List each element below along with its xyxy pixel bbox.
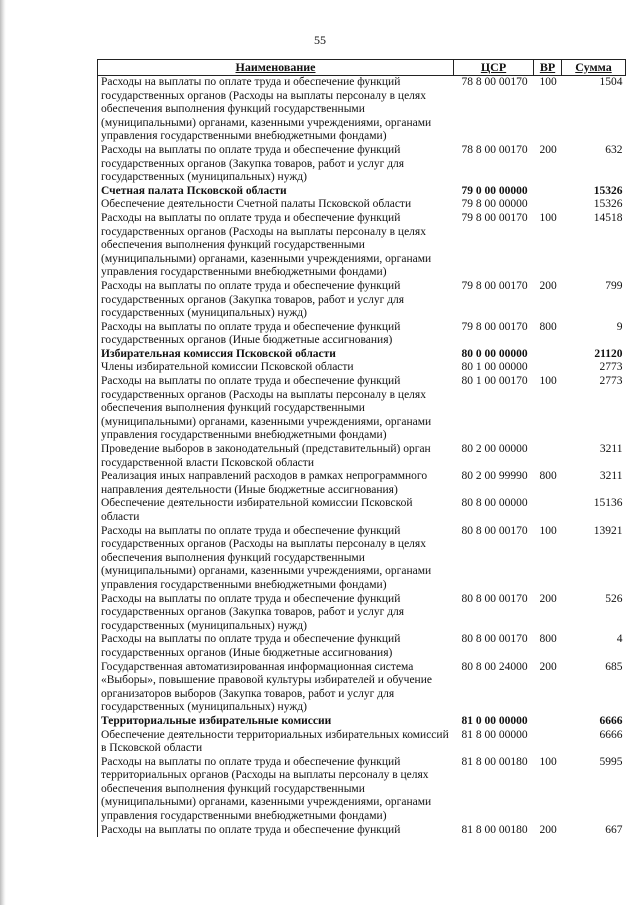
scan-edge-shadow [0,0,6,905]
cell-csr: 80 8 00 00000 [461,497,528,510]
cell-csr: 80 1 00 00170 [461,375,528,388]
cell-csr: 80 8 00 00170 [461,592,528,605]
cell-name: Обеспечение деятельности избирательной комиссии Псковской области [98,497,454,524]
cell-vr: 100 [539,524,557,537]
cell-vr [534,715,562,729]
table-row [98,348,626,362]
table-row [98,76,626,144]
cell-vr: 200 [539,279,557,292]
table-row [98,443,626,470]
table-row [98,361,626,375]
table-row [98,144,626,185]
cell-vr [534,729,562,756]
table-body [98,76,626,838]
cell-vr: 100 [539,755,557,768]
cell-sum: 526 [605,592,623,605]
cell-name: Счетная палата Псковской области [98,185,454,199]
cell-csr: 80 0 00 00000 [461,347,528,360]
cell-csr: 80 8 00 00170 [461,524,528,537]
cell-vr [534,443,562,470]
cell-vr: 100 [539,211,557,224]
cell-name: Территориальные избирательные комиссии [98,715,454,729]
header-sum: Сумма [562,60,626,76]
table-row [98,729,626,756]
cell-csr: 80 2 00 99990 [461,470,528,483]
cell-name: Обеспечение деятельности Счетной палаты Псковской области [98,198,454,212]
cell-csr: 78 8 00 00170 [454,76,534,144]
header-name: Наименование [98,60,454,76]
cell-name: Обеспечение деятельности территориальных избирательных комиссий в Псковской области [98,729,454,756]
cell-name: Расходы на выплаты по оплате труда и обеспечение функций территориальных органов (Расходы на выплаты персоналу в целях обеспечения выполнения функций государственными (муниципальными) органами, казенными учреждениями, органами управления государственными внебюджетными фондами) [98,756,454,824]
cell-sum: 6666 [599,728,623,741]
cell-vr [534,185,562,199]
cell-csr: 79 8 00 00170 [461,279,528,292]
cell-sum: 9 [616,320,623,333]
cell-name: Расходы на выплаты по оплате труда и обеспечение функций государственных органов (Закупка товаров, работ и услуг для государственных (муниципальных) нужд) [98,144,454,185]
cell-name: Расходы на выплаты по оплате труда и обеспечение функций государственных органов (Расходы на выплаты персоналу в целях обеспечения выполнения функций государственными (муниципальными) органами, казенными учреждениями, органами управления государственными внебюджетными фондами) [98,212,454,280]
table-row [98,824,626,838]
table-row [98,280,626,321]
cell-csr: 78 8 00 00170 [461,143,528,156]
cell-name: Расходы на выплаты по оплате труда и обеспечение функций государственных органов (Закупка товаров, работ и услуг для государственных (муниципальных) нужд) [98,280,454,321]
table-row [98,661,626,715]
cell-csr: 81 8 00 00180 [461,755,528,768]
table-row [98,470,626,497]
table-row [98,321,626,348]
table-row [98,633,626,660]
header-csr: ЦСР [454,60,534,76]
cell-vr: 800 [539,320,557,333]
cell-sum: 799 [605,279,623,292]
cell-sum: 14518 [593,211,623,224]
cell-vr: 200 [539,660,557,673]
page-number: 55 [314,33,326,47]
cell-vr [534,198,562,212]
table-row [98,497,626,524]
cell-vr: 100 [539,375,557,388]
budget-table [97,59,626,837]
table-row [98,375,626,443]
table-row [98,185,626,199]
table-row [98,212,626,280]
cell-name: Государственная автоматизированная информационная система «Выборы», повышение правовой культуры избирателей и обучение организаторов выборов (Закупка товаров, работ и услуг для государственных (муниципальных) нужд) [98,661,454,715]
cell-csr: 80 8 00 24000 [461,660,528,673]
cell-name: Расходы на выплаты по оплате труда и обеспечение функций государственных органов (Расходы на выплаты персоналу в целях обеспечения выполнения функций государственными (муниципальными) органами, казенными учреждениями, органами управления государственными внебюджетными фондами) [98,375,454,443]
cell-name: Расходы на выплаты по оплате труда и обеспечение функций государственных органов (Расходы на выплаты персоналу в целях обеспечения выполнения функций государственными (муниципальными) органами, казенными учреждениями, органами управления государственными внебюджетными фондами) [98,76,454,144]
cell-vr: 200 [539,143,557,156]
cell-sum: 685 [605,660,623,673]
table-row [98,198,626,212]
cell-vr: 800 [539,470,557,483]
cell-sum: 15136 [593,497,623,510]
cell-sum: 3211 [599,443,623,456]
cell-vr [534,361,562,375]
cell-vr [534,497,562,524]
cell-vr: 200 [539,592,557,605]
cell-name: Реализация иных направлений расходов в рамках непрограммного направления деятельности (Иные бюджетные ассигнования) [98,470,454,497]
cell-name: Проведение выборов в законодательный (представительный) орган государственной власти Псковской области [98,443,454,470]
cell-vr: 100 [534,76,562,144]
table-row [98,593,626,634]
cell-sum: 2773 [599,361,623,374]
cell-name: Расходы на выплаты по оплате труда и обеспечение функций государственных органов (Иные бюджетные ассигнования) [98,321,454,348]
cell-sum: 667 [605,823,623,836]
cell-sum: 15326 [593,184,623,197]
cell-csr: 80 1 00 00000 [461,361,528,374]
cell-sum: 1504 [562,76,626,144]
cell-csr: 79 0 00 00000 [461,184,528,197]
cell-name: Избирательная комиссия Псковской области [98,348,454,362]
cell-csr: 79 8 00 00170 [461,320,528,333]
table-row [98,525,626,593]
cell-name: Расходы на выплаты по оплате труда и обеспечение функций государственных органов (Иные бюджетные ассигнования) [98,633,454,660]
cell-sum: 6666 [599,714,623,727]
header-vr: ВР [534,60,562,76]
cell-csr: 80 8 00 00170 [461,633,528,646]
cell-vr [534,348,562,362]
cell-sum: 5995 [599,755,623,768]
cell-sum: 2773 [599,375,623,388]
cell-sum: 632 [605,143,623,156]
cell-name: Расходы на выплаты по оплате труда и обеспечение функций государственных органов (Расходы на выплаты персоналу в целях обеспечения выполнения функций государственными (муниципальными) органами, казенными учреждениями, органами управления государственными внебюджетными фондами) [98,525,454,593]
cell-csr: 81 8 00 00180 [461,823,528,836]
cell-sum: 13921 [593,524,623,537]
cell-vr: 200 [539,823,557,836]
cell-sum: 3211 [599,470,623,483]
cell-csr: 79 8 00 00170 [461,211,528,224]
table-row [98,756,626,824]
cell-csr: 80 2 00 00000 [461,443,528,456]
cell-name: Расходы на выплаты по оплате труда и обеспечение функций государственных органов (Закупка товаров, работ и услуг для государственных (муниципальных) нужд) [98,593,454,634]
cell-name: Члены избирательной комиссии Псковской области [98,361,454,375]
cell-sum: 21120 [594,347,623,360]
cell-csr: 79 8 00 00000 [461,198,528,211]
cell-sum: 4 [616,633,623,646]
cell-sum: 15326 [593,198,623,211]
table-row [98,715,626,729]
cell-csr: 81 8 00 00000 [461,728,528,741]
cell-csr: 81 0 00 00000 [461,714,528,727]
table-header-row [98,60,626,76]
cell-name: Расходы на выплаты по оплате труда и обеспечение функций [98,824,454,838]
cell-vr: 800 [539,633,557,646]
